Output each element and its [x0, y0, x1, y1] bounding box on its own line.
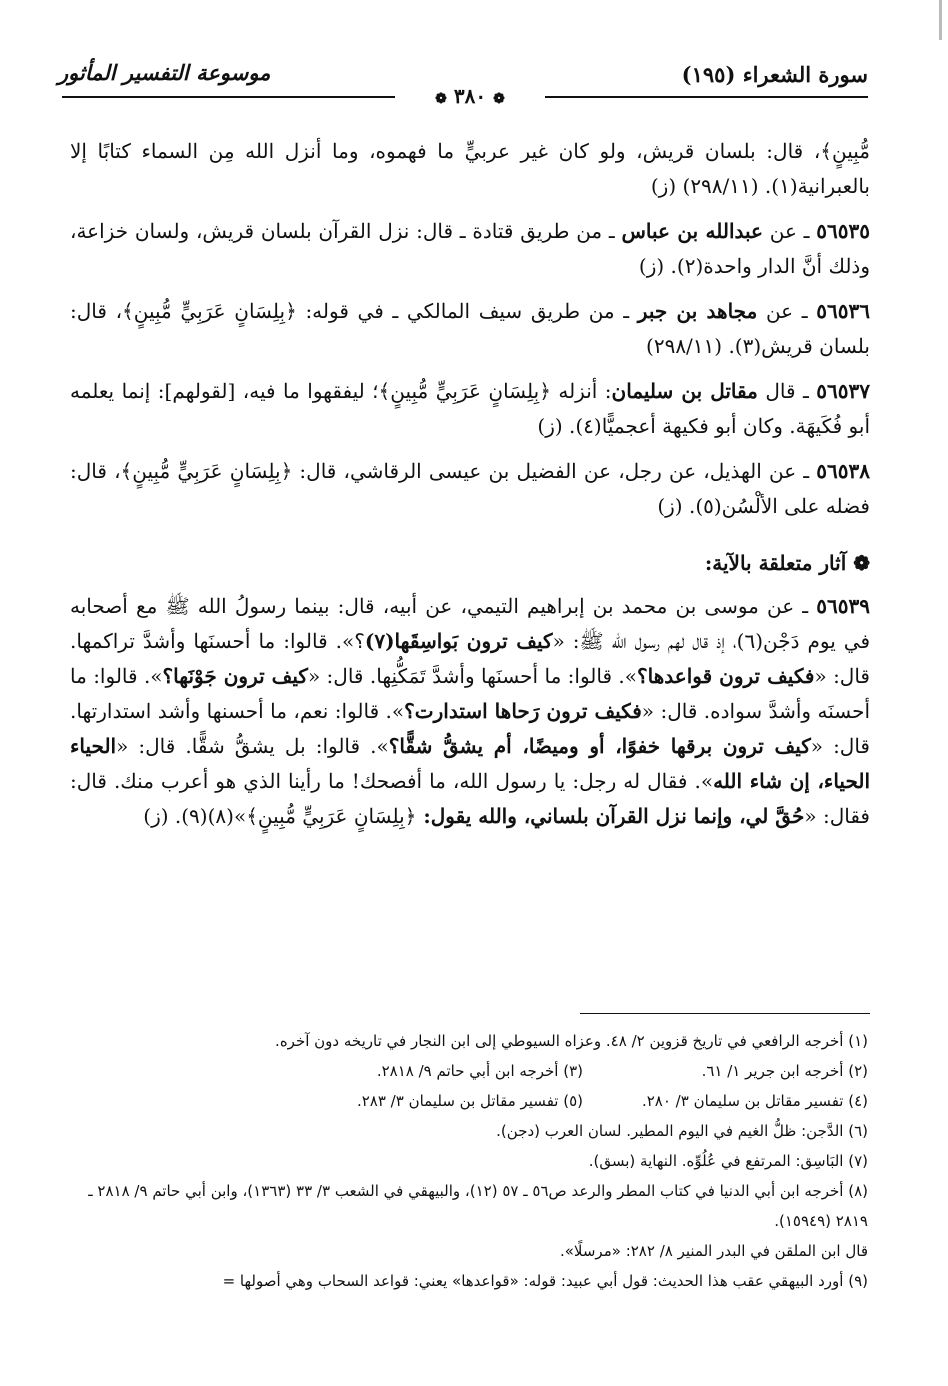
surah-title: سورة الشعراء (١٩٥)	[681, 62, 868, 87]
footnote: (٧) البَاسِق: المرتفع في عُلُوِّه. النهاية (بسق).	[588, 1152, 868, 1170]
paragraph-text: ـ عن	[762, 219, 817, 243]
paragraph-text: ـ من طريق قتادة ـ قال: نزل القرآن بلسان قريش، ولسان خزاعة، وذلك أنَّ الدار واحدة(٢). (ز)	[70, 219, 870, 278]
main-text	[70, 134, 870, 844]
paragraph-text: ﴿بِلِسَانٍ عَرَبِيٍّ مُّبِينٍ﴾»(٨)(٩). (ز)	[143, 804, 417, 828]
narrator-name: مقاتل بن سليمان	[611, 379, 758, 403]
footnote: (١) أخرجه الرافعي في تاريخ قزوين ٢/ ٤٨. وعزاه السيوطي إلى ابن النجار في تاريخه دون آخره.	[275, 1032, 868, 1050]
athar-number: ٥٦٥٣٦	[816, 299, 870, 323]
page-number-box	[395, 84, 545, 108]
paragraph-text: ». قالوا: ما أحسنَه وأشدَّ سواده. قال: «	[70, 664, 871, 723]
page-number: ٣٨٠	[453, 84, 487, 108]
paragraph-text: ». قالوا: بل يشقُّ شقًّا. قال: «	[116, 734, 389, 758]
narrator-name: عبدالله بن عباس	[621, 219, 763, 243]
paragraph	[70, 294, 870, 364]
section-heading: ❁ آثار متعلقة بالآية:	[704, 551, 870, 575]
paragraph-text: ». فقال له رجل: يا رسول الله، ما أفصحك! ما رأينا الذي هو أعرب منك. قال: فقال: «	[70, 769, 870, 828]
encyclopedia-title: موسوعة التفسير المأثور	[58, 60, 271, 85]
paragraph	[70, 589, 870, 834]
footnote: (٢) أخرجه ابن جرير ١/ ٦١.	[701, 1062, 868, 1080]
footnote-rule	[580, 1013, 870, 1014]
hadith-phrase: كيف ترون برقها خفوًا، أو وميضًا، أم يشقُّ شقًّا؟	[388, 734, 811, 758]
page-edge	[939, 0, 942, 40]
paragraph	[70, 214, 870, 284]
ornament-icon: ❁	[435, 91, 447, 107]
athar-number: ٥٦٥٣٩	[816, 594, 870, 618]
hadith-phrase: حُقَّ لي، وإنما نزل القرآن بلساني، والله يقول:	[416, 804, 805, 828]
paragraph-text: ـ عن موسى بن محمد بن إبراهيم التيمي، عن أبيه، قال: بينما رسولُ الله ﷺ مع أصحابه في يوم دَجْن(٦)، إذ قال لهم رسول الله ﷺ: «	[70, 594, 871, 653]
paragraph	[70, 374, 870, 444]
footnote: (٥) تفسير مقاتل بن سليمان ٣/ ٢٨٣.	[356, 1092, 583, 1110]
hadith-phrase: فكيف ترون رَحاها استدارت؟	[404, 699, 642, 723]
paragraph-text: : أنزله ﴿بِلِسَانٍ عَرَبِيٍّ مُّبِينٍ﴾؛ ليفقهوا ما فيه، [لقولهم]: إنما يعلمه أبو فُكَيهَة. وكان أبو فكيهة أعجميًّا(٤). (ز)	[70, 379, 870, 438]
athar-number: ٥٦٥٣٧	[816, 379, 870, 403]
paragraph	[70, 134, 870, 204]
hadith-phrase: فكيف ترون قواعدها؟	[637, 664, 815, 688]
paragraph-text: ». قالوا: نعم، ما أحسنها وأشد استدارتها. قال: «	[70, 699, 870, 758]
paragraph-text: ـ قال	[757, 379, 817, 403]
narrator-name: مجاهد بن جبر	[637, 299, 758, 323]
paragraph-text: ـ عن	[757, 299, 817, 323]
footnote-row	[58, 1086, 868, 1116]
footnote: قال ابن الملقن في البدر المنير ٨/ ٢٨٢: «مرسلًا».	[559, 1242, 868, 1260]
footnotes	[58, 1026, 868, 1296]
paragraph-text: ـ من طريق سيف المالكي ـ في قوله: ﴿بِلِسَانٍ عَرَبِيٍّ مُّبِينٍ﴾، قال: بلسان قريش(٣). (٢٩٨/١١)	[70, 299, 870, 358]
athar-number: ٥٦٥٣٥	[816, 219, 870, 243]
footnote: (٤) تفسير مقاتل بن سليمان ٣/ ٢٨٠.	[641, 1092, 868, 1110]
footnote: (٨) أخرجه ابن أبي الدنيا في كتاب المطر والرعد ص٥٦ ـ ٥٧ (١٢)، والبيهقي في الشعب ٣/ ٣٣ (١٣٦٣)، وابن أبي حاتم ٩/ ٢٨١٨ ـ ٢٨١٩ (١٥٩٤٩).	[88, 1182, 868, 1230]
footnote-row	[58, 1056, 868, 1086]
footnote: (٣) أخرجه ابن أبي حاتم ٩/ ٢٨١٨.	[376, 1062, 583, 1080]
paragraph-text: ». قالوا: ما أحسنَها وأشدَّ تَمَكُّنِها. قال: «	[307, 664, 638, 688]
footnote: (٦) الدَّجن: ظلُّ الغيم في اليوم المطير. لسان العرب (دجن).	[496, 1122, 868, 1140]
athar-number: ٥٦٥٣٨	[816, 459, 870, 483]
paragraph	[70, 454, 870, 524]
paragraph-text: ـ عن الهذيل، عن رجل، عن الفضيل بن عيسى الرقاشي، قال: ﴿بِلِسَانٍ عَرَبِيٍّ مُّبِينٍ﴾، قال: فضله على الألْسُن(٥). (ز)	[70, 459, 870, 518]
footnote: (٩) أورد البيهقي عقب هذا الحديث: قول أبي عبيد: قوله: «قواعدها» يعني: قواعد السحاب وهي أصولها =	[222, 1272, 868, 1290]
paragraph-text: ؟». قالوا: ما أحسنَها وأشدَّ تراكمها. قال: «	[70, 629, 870, 688]
hadith-phrase: كيف ترون بَواسِقَها(٧)	[364, 629, 553, 653]
ornament-icon: ❁	[493, 91, 505, 107]
paragraph-text: مُّبِينٍ﴾، قال: بلسان قريش، ولو كان غير عربيٍّ ما فهموه، وما أنزل الله مِن السماء كتابًا إلا بالعبرانية(١). (٢٩٨/١١) (ز)	[70, 139, 870, 198]
hadith-phrase: الحياء الحياء، إن شاء الله	[70, 734, 871, 793]
hadith-phrase: كيف ترون جَوْنَها؟	[162, 664, 308, 688]
